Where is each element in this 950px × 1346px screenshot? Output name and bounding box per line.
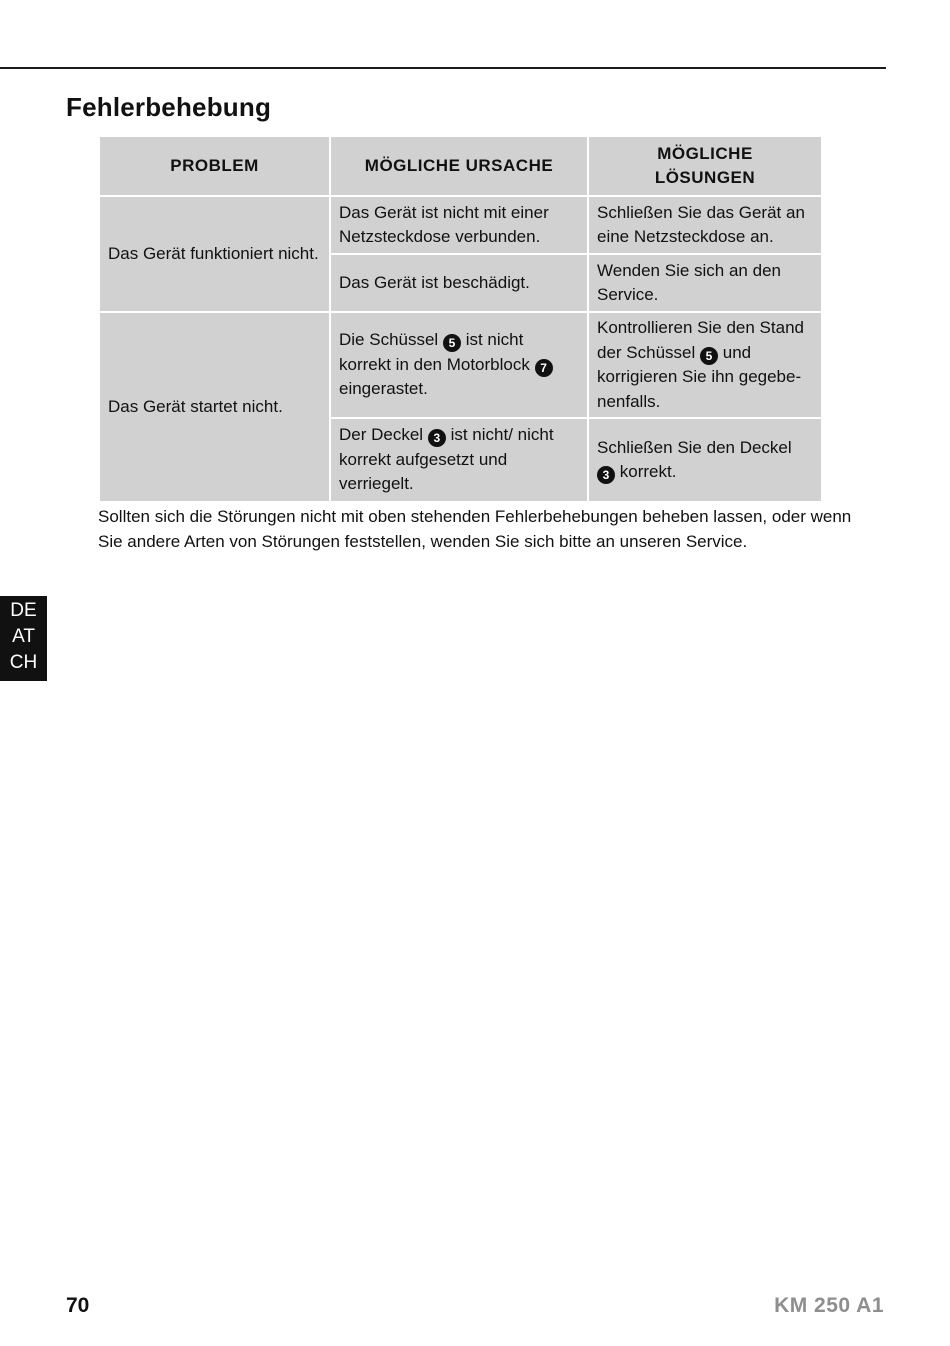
language-code: AT [12, 626, 35, 647]
header-cause: MÖGLICHE URSACHE [330, 136, 588, 196]
solution-cell: Wenden Sie sich an den Service. [588, 254, 822, 312]
top-rule [0, 67, 886, 69]
cause-cell: Das Gerät ist nicht mit einer Netzsteckdose verbunden. [330, 196, 588, 254]
table-row [99, 196, 822, 254]
cause-cell: Das Gerät ist beschädigt. [330, 254, 588, 312]
cause-cell [330, 418, 588, 502]
service-note: Sollten sich die Störungen nicht mit oben stehenden Fehlerbehebungen beheben lassen, oder wenn Sie andere Arten von Störungen feststellen, wenden Sie sich bitte an unseren Service. [98, 507, 852, 551]
solution-cell: Schließen Sie das Gerät an eine Netzsteckdose an. [588, 196, 822, 254]
solution-text: Kontrollieren Sie den Stand der Schüssel [597, 318, 804, 362]
page-number: 70 [66, 1294, 90, 1317]
part-number-badge: 7 [535, 359, 553, 377]
cause-text: eingerastet. [339, 379, 428, 399]
part-number-badge: 3 [428, 429, 446, 447]
table-row [99, 312, 822, 418]
part-number-badge: 5 [443, 334, 461, 352]
cause-text: ist nicht korrekt in den Motorblock [339, 330, 530, 374]
header-problem: PROBLEM [99, 136, 330, 196]
part-number-badge: 5 [700, 347, 718, 365]
solution-cell [588, 312, 822, 418]
problem-cell: Das Gerät startet nicht. [99, 312, 330, 502]
header-solution: MÖGLICHE LÖSUNGEN [588, 136, 822, 196]
troubleshooting-table [98, 135, 823, 503]
problem-cell: Das Gerät funktioniert nicht. [99, 196, 330, 312]
model-name: KM 250 A1 [774, 1294, 884, 1317]
table-header-row [99, 136, 822, 196]
cause-text: Der Deckel [339, 425, 424, 445]
cause-cell [330, 312, 588, 418]
part-number-badge: 3 [597, 466, 615, 484]
solution-cell [588, 418, 822, 502]
section-title: Fehlerbehebung [66, 92, 272, 122]
solution-text: Schließen Sie den Deckel [597, 437, 792, 457]
cause-text: Die Schüssel [339, 330, 439, 350]
language-code: DE [10, 600, 37, 621]
cause-text: ist nicht/ nicht korrekt aufgesetzt und verriegelt. [339, 425, 554, 494]
solution-text: korrekt. [619, 462, 677, 481]
language-code: CH [9, 652, 38, 673]
solution-text: und korrigieren Sie ihn gegebe-nenfalls. [597, 342, 802, 411]
language-tab [0, 596, 47, 681]
